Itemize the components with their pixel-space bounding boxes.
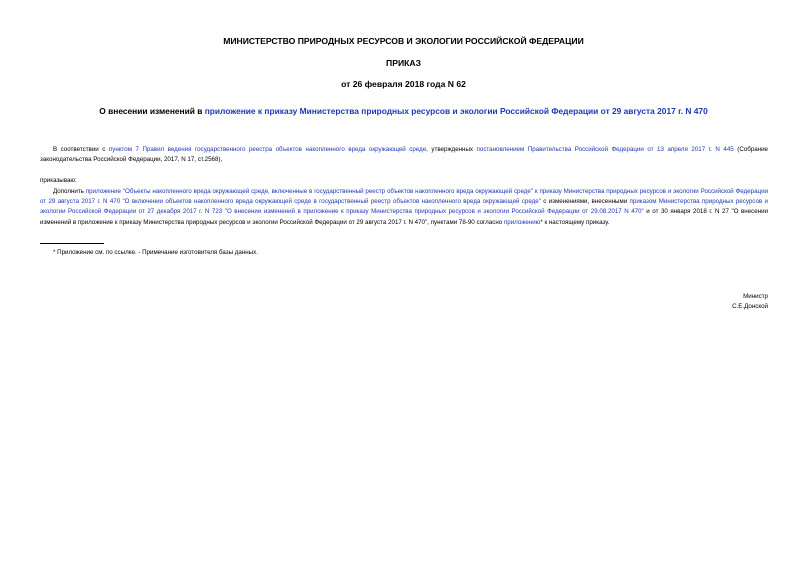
signature-name: С.Е.Донской: [732, 303, 768, 310]
footnote-divider: [40, 243, 104, 244]
amendment-text-1: Дополнить: [53, 188, 86, 195]
government-decree-link[interactable]: постановлением Правительства Российской Федерации от 13 апреля 2017 г. N 445: [476, 146, 734, 153]
document-type-heading: ПРИКАЗ: [386, 58, 421, 68]
amendment-text-2: с изменениями, внесенными: [540, 198, 630, 206]
basis-text-2: , утвержденных: [426, 146, 477, 153]
paragraph-order-word: приказываю:: [40, 177, 77, 184]
subject-prefix: О внесении изменений в: [99, 106, 205, 116]
paragraph-amendment: [40, 187, 768, 228]
document-subject: [0, 106, 807, 116]
order-723-link[interactable]: приказом Министерства природных ресурсов и экологии Российской Федерации от 27 декабря 2017 г. N 723 "О внесении изменений в приложение к приказу Министерства природных ресурсов и экологии Российской Федерации от 29.08.2017 N 470": [40, 198, 768, 216]
ministry-heading: МИНИСТЕРСТВО ПРИРОДНЫХ РЕСУРСОВ И ЭКОЛОГИИ РОССИЙСКОЙ ФЕДЕРАЦИИ: [223, 36, 584, 46]
basis-text-1: В соответствии с: [53, 146, 109, 153]
subject-link[interactable]: приложение к приказу Министерства природных ресурсов и экологии Российской Федерации от 29 августа 2017 г. N 470: [204, 106, 708, 116]
signature-title: Министр: [743, 293, 768, 300]
amendment-text-4: * к настоящему приказу.: [540, 218, 610, 226]
amendment-text-3: и от 30 января 2018 г. N 27 "О внесении изменений в приложение к приказу Министерства природных ресурсов и экологии Российской Федерации от 29 августа 2017 г. N 470", пунктами 78-90 согласно: [40, 208, 769, 226]
document-date-number: от 26 февраля 2018 года N 62: [341, 79, 466, 89]
rules-link[interactable]: пунктом 7 Правил ведения государственного реестра объектов накопленного вреда окружающей среде: [108, 146, 427, 153]
paragraph-basis: [40, 145, 768, 165]
footnote: * Приложение см. по ссылке. - Примечание изготовителя базы данных.: [53, 249, 258, 256]
appendix-link[interactable]: приложению: [503, 218, 541, 226]
appendix-470-link[interactable]: приложение "Объекты накопленного вреда окружающей среде, включенные в государственный реестр объектов накопленного вреда окружающей среде" к приказу Министерства природных ресурсов и экологии Российской Федерации от 29 августа 2017 г. N 470 "О включении объектов накопленного вреда окружающей среде в государственный реестр объектов накопленного вреда окружающей среде": [40, 188, 769, 206]
basis-text-3: (Собрание законодательства Российской Федерации, 2017, N 17, ст.2568),: [40, 146, 768, 164]
